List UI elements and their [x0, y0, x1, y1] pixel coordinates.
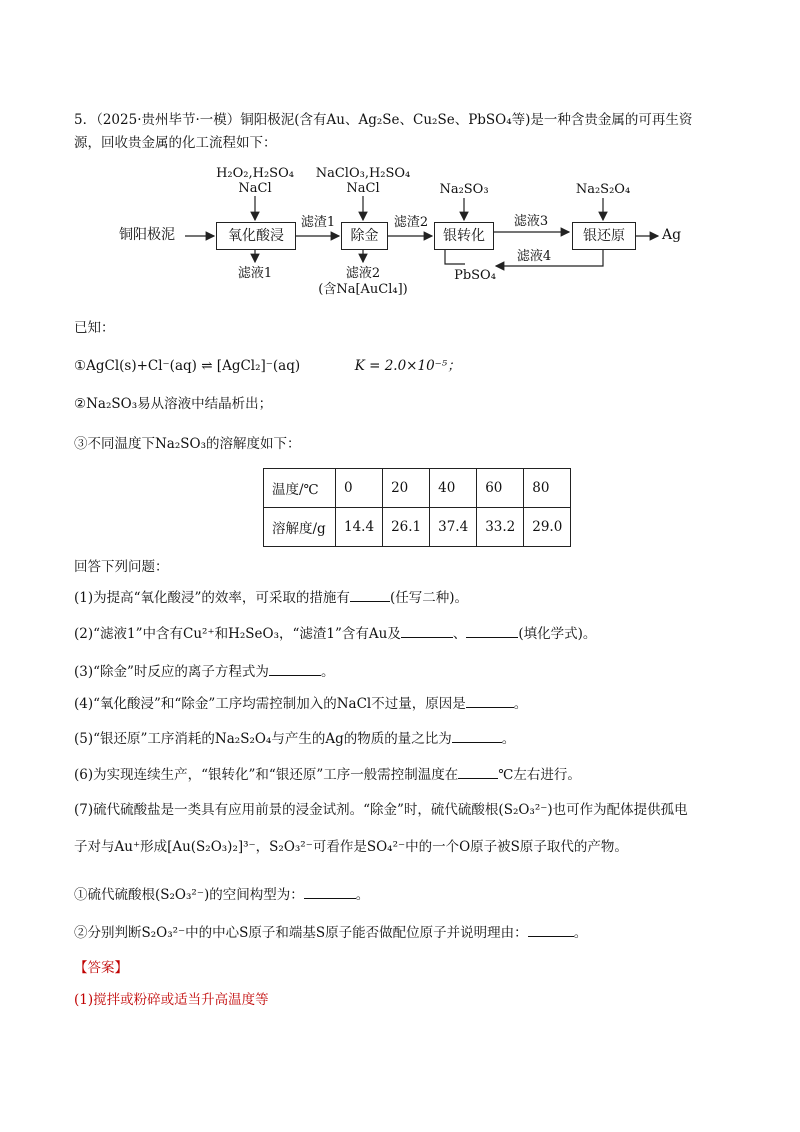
question-line-2: 源，回收贵金属的化工流程如下： — [74, 135, 277, 151]
table-cell: 0 — [336, 469, 383, 508]
q1-text-end: (任写二种)。 — [389, 590, 468, 606]
q5-text-end: 。 — [501, 731, 516, 747]
answer-intro: 回答下列问题： — [74, 559, 169, 575]
q4-text-end: 。 — [513, 696, 528, 712]
q1-text: (1)为提高“氧化酸浸”的效率，可采取的措施有 — [74, 590, 350, 606]
table-cell: 26.1 — [383, 508, 430, 547]
equilibrium-constant: K = 2.0×10⁻⁵； — [354, 358, 461, 374]
known-item-2: ②Na₂SO₃易从溶液中结晶析出； — [74, 396, 273, 412]
q5-blank[interactable] — [452, 728, 502, 743]
q6-text-end: ℃左右进行。 — [498, 767, 581, 783]
q7-sub2-blank[interactable] — [528, 922, 574, 937]
table-row — [264, 508, 571, 547]
edge-filtrate-4: 滤液4 — [516, 249, 552, 264]
table-cell: 33.2 — [477, 508, 524, 547]
table-cell: 40 — [430, 469, 477, 508]
question-7-sub-1 — [74, 884, 369, 905]
q7-sub1-text-end: 。 — [355, 887, 370, 903]
table-cell: 29.0 — [524, 508, 571, 547]
q1-blank[interactable] — [350, 587, 390, 602]
q5-text: (5)“银还原”工序消耗的Na₂S₂O₄与产生的Ag的物质的量之比为 — [74, 731, 452, 747]
reagent-nacl-2: NaCl — [346, 181, 380, 196]
box-silver-conversion: 银转化 — [434, 222, 494, 250]
reagent-na2so3: Na₂SO₃ — [439, 182, 489, 197]
reagent-naclo3-h2so4: NaClO₃,H₂SO₄ — [315, 166, 411, 181]
reagent-nacl-1: NaCl — [238, 181, 272, 196]
answer-header: 【答案】 — [74, 960, 128, 976]
question-line-1: 5．（2025·贵州毕节·一模）铜阳极泥(含有Au、Ag₂Se、Cu₂Se、PbSO₄等)是一种含贵金属的可再生资 — [74, 112, 693, 128]
table-cell: 温度/℃ — [264, 469, 336, 508]
question-2 — [74, 623, 596, 644]
question-4 — [74, 693, 527, 714]
q7-sub1-text: ①硫代硫酸根(S₂O₃²⁻)的空间构型为： — [74, 887, 304, 903]
q6-blank[interactable] — [458, 764, 498, 779]
box-silver-reduction: 银还原 — [572, 222, 636, 250]
reagent-na2s2o4: Na₂S₂O₄ — [575, 182, 631, 197]
q2-text: (2)“滤液1”中含有Cu²⁺和H₂SeO₃，“滤渣1”含有Au及 — [74, 626, 401, 642]
q7-sub2-text-end: 。 — [573, 925, 588, 941]
question-7-line-1: (7)硫代硫酸盐是一类具有应用前景的浸金试剂。“除金”时，硫代硫酸根(S₂O₃²⁻)也可作为配体提供孤电 — [74, 802, 688, 818]
q7-sub2-text: ②分别判断S₂O₃²⁻中的中心S原子和端基S原子能否做配位原子并说明理由： — [74, 925, 528, 941]
edge-residue-2: 滤渣2 — [393, 215, 429, 230]
question-5 — [74, 728, 515, 749]
q3-blank[interactable] — [269, 661, 321, 676]
answer-1: (1)搅拌或粉碎或适当升高温度等 — [74, 992, 269, 1008]
flow-product: Ag — [662, 227, 682, 243]
output-filtrate-2-note: (含Na[AuCl₄]) — [318, 282, 408, 297]
known-item-1 — [74, 356, 461, 376]
table-cell: 14.4 — [336, 508, 383, 547]
edge-residue-1: 滤渣1 — [300, 215, 336, 230]
known-title: 已知： — [74, 320, 115, 336]
q2-blank-1[interactable] — [401, 623, 453, 638]
table-cell: 60 — [477, 469, 524, 508]
table-cell: 20 — [383, 469, 430, 508]
q2-separator: 、 — [452, 626, 467, 642]
question-3 — [74, 661, 334, 682]
table-cell: 溶解度/g — [264, 508, 336, 547]
process-flow-diagram — [110, 160, 700, 310]
q6-text: (6)为实现连续生产，“银转化”和“银还原”工序一般需控制温度在 — [74, 767, 459, 783]
q4-text: (4)“氧化酸浸”和“除金”工序均需控制加入的NaCl不过量，原因是 — [74, 696, 466, 712]
edge-filtrate-3: 滤液3 — [513, 214, 549, 229]
table-row — [264, 469, 571, 508]
solubility-table — [263, 468, 571, 547]
equilibrium-equation: ①AgCl(s)+Cl⁻(aq) ⇌ [AgCl₂]⁻(aq) — [74, 358, 301, 374]
box-oxidative-leach: 氧化酸浸 — [216, 222, 296, 250]
question-6 — [74, 764, 581, 785]
question-7-sub-2 — [74, 922, 587, 943]
output-filtrate-1: 滤液1 — [237, 266, 273, 281]
question-7-line-2: 子对与Au⁺形成[Au(S₂O₃)₂]³⁻，S₂O₃²⁻可看作是SO₄²⁻中的一个O原子被S原子取代的产物。 — [74, 839, 628, 855]
q3-text-end: 。 — [320, 664, 335, 680]
q2-text-end: (填化学式)。 — [518, 626, 597, 642]
q4-blank[interactable] — [466, 693, 514, 708]
known-item-3: ③不同温度下Na₂SO₃的溶解度如下： — [74, 436, 301, 452]
table-cell: 80 — [524, 469, 571, 508]
q7-sub1-blank[interactable] — [304, 884, 356, 899]
q3-text: (3)“除金”时反应的离子方程式为 — [74, 664, 269, 680]
table-cell: 37.4 — [430, 508, 477, 547]
reagent-h2o2-h2so4: H₂O₂,H₂SO₄ — [216, 166, 294, 181]
q2-blank-2[interactable] — [466, 623, 518, 638]
question-1 — [74, 587, 468, 608]
box-gold-removal: 除金 — [341, 222, 388, 250]
output-filtrate-2: 滤液2 — [345, 266, 381, 281]
flow-start-label: 铜阳极泥 — [119, 227, 175, 243]
output-pbso4: PbSO₄ — [454, 268, 496, 283]
